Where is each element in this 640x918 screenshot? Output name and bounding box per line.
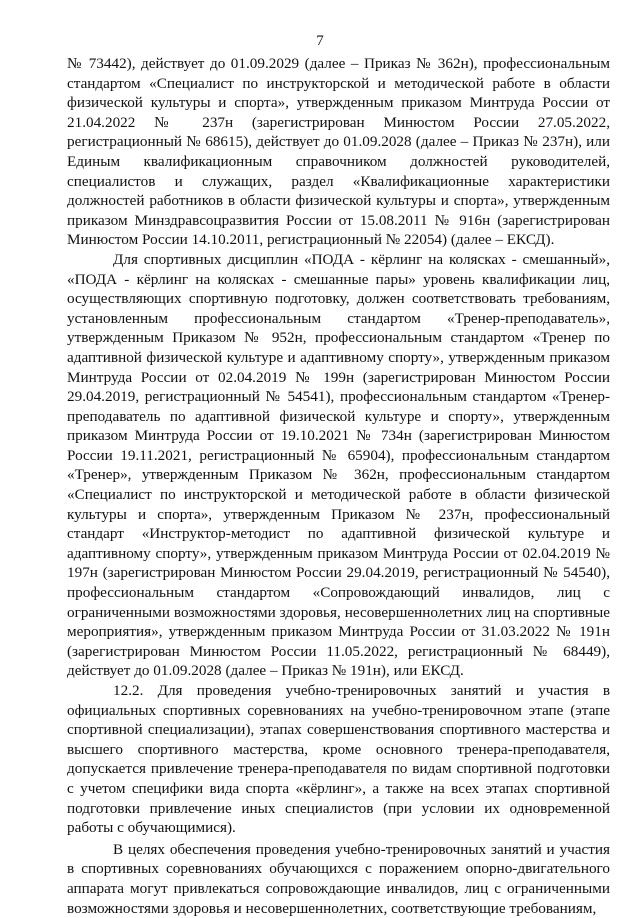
page-number: 7 [316, 33, 324, 49]
paragraph-accompanying-persons: В целях обеспечения проведения учебно-тренировочных занятий и участия в спортивных соревнованиях обучающихся с поражением опорно-двигательного аппарата могут привлекаться сопровождающие инвалидов, лиц с ограниченными возможностями здоровья и несовершеннолетних, соответствующие требованиям, [67, 840, 610, 917]
paragraph-qualification-continuation: № 73442), действует до 01.09.2029 (далее – Приказ № 362н), профессиональным стандартом «Специалист по инструкторской и методической работе в области физической культуры и спорта», утвержденным приказом Минтруда России от 21.04.2022 № 237н (зарегистрирован Минюстом России 27.05.2022, регистрационный № 68615), действует до 01.09.2028 (далее – Приказ № 237н), или Единым квалификационным справочником должностей руководителей, специалистов и служащих, раздел «Квалификационные характеристики должностей работников в области физической культуры и спорта», утвержденным приказом Минздравсоцразвития России от 15.08.2011 № 916н (зарегистрирован Минюстом России 14.10.2011, регистрационный № 22054) (далее – ЕКСД). [67, 55, 610, 249]
document-body [67, 54, 610, 918]
paragraph-section-12-2: 12.2. Для проведения учебно-тренировочных занятий и участия в официальных спортивных соревнованиях на учебно-тренировочном этапе (этапе спортивной специализации), этапах совершенствования спортивного мастерства и высшего спортивного мастерства, кроме основного тренера-преподавателя, допускается привлечение тренера-преподавателя по видам спортивной подготовки с учетом специфики вида спорта «кёрлинг», а также на всех этапах спортивной подготовки привлечение иных специалистов (при условии их одновременной работы с обучающимися). [67, 682, 610, 837]
paragraph-curling-disciplines-requirements: Для спортивных дисциплин «ПОДА - кёрлинг на колясках - смешанный», «ПОДА - кёрлинг на колясках - смешанные пары» уровень квалификации лиц, осуществляющих спортивную подготовку, должен соответствовать требованиям, установленным профессиональным стандартом «Тренер-преподаватель», утвержденным Приказом № 952н, профессиональным стандартом «Тренер по адаптивной физической культуре и адаптивному спорту», утвержденным приказом Минтруда России от 02.04.2019 № 199н (зарегистрирован Минюстом России 29.04.2019, регистрационный № 54541), профессиональным стандартом «Тренер-преподаватель по адаптивной физической культуре и спорту», утвержденным приказом Минтруда России от 19.10.2021 № 734н (зарегистрирован Минюстом России 19.11.2021, регистрационный № 65904), профессиональным стандартом «Тренер», утвержденным Приказом № 362н, профессиональным стандартом «Специалист по инструкторской и методической работе в области физической культуры и спорта», утвержденным Приказом № 237н, профессиональный стандарт «Инструктор-методист по адаптивной физической культуре и адаптивному спорту», утвержденным приказом Минтруда России от 02.04.2019 № 197н (зарегистрирован Минюстом России 29.04.2019, регистрационный № 54540), профессиональным стандартом «Сопровождающий инвалидов, лиц с ограниченными возможностями здоровья, несовершеннолетних лиц на спортивные мероприятия», утвержденным приказом Минтруда России от 31.03.2022 № 191н (зарегистрирован Минюстом России 11.05.2022, регистрационный № 68449), действует до 01.09.2028 (далее – Приказ № 191н), или ЕКСД. [67, 250, 610, 680]
